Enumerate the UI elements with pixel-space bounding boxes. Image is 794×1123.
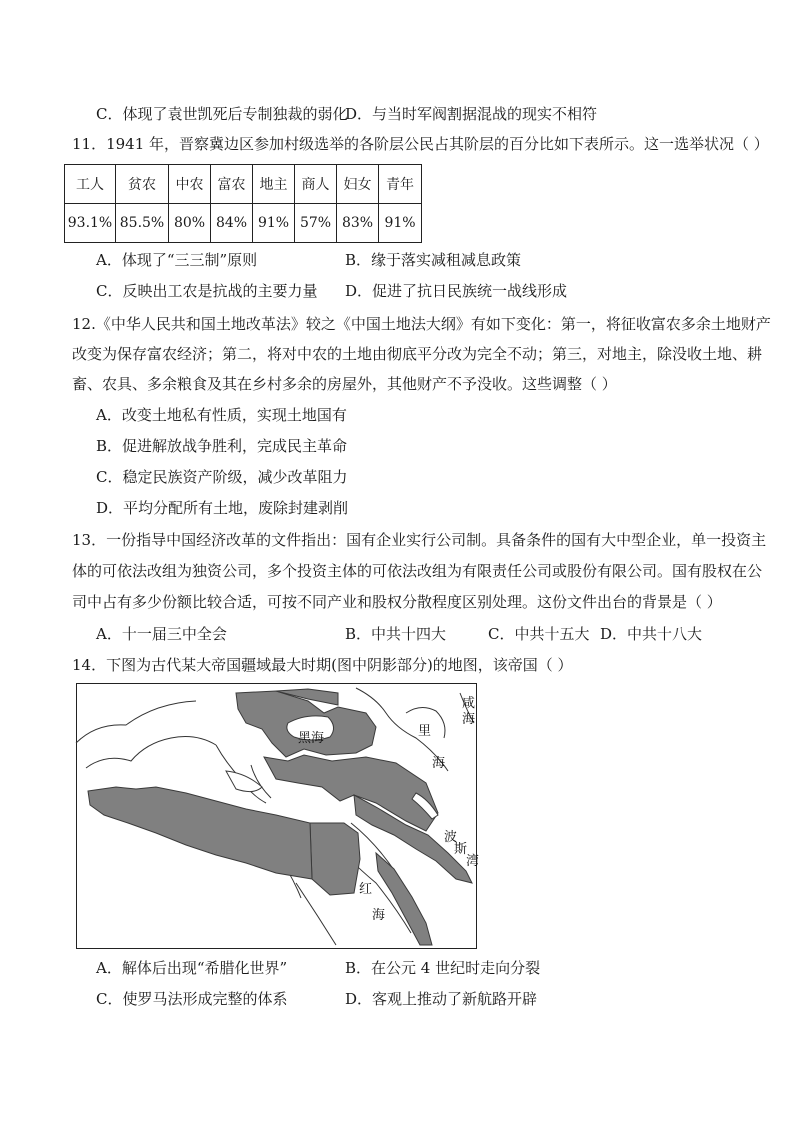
q14-option-c: C．使罗马法形成完整的体系: [96, 990, 288, 1008]
q13-option-d: D．中共十八大: [600, 625, 703, 643]
q12-stem-line-1: 12.《中华人民共和国土地改革法》较之《中国土地法大纲》有如下变化：第一，将征收富农多余土地财产: [72, 315, 771, 333]
table-cell: 91%: [379, 204, 422, 243]
q13-option-c: C．中共十五大: [488, 625, 590, 643]
q12-option-d: D．平均分配所有土地，废除封建剥削: [96, 499, 349, 517]
table-row: [65, 204, 422, 243]
map-label-black-sea: 黑海: [298, 731, 325, 746]
q12-stem-line-3: 畜、农具、多余粮食及其在乡村多余的房屋外，其他财产不予没收。这些调整（ ）: [72, 375, 617, 393]
table-cell: 93.1%: [65, 204, 116, 243]
map-label-hai-red: 海: [372, 908, 386, 923]
q14-option-b: B．在公元 4 世纪时走向分裂: [345, 959, 541, 977]
map-label-hai-caspian: 海: [432, 756, 446, 771]
q10-option-d: D．与当时军阀割据混战的现实不相符: [345, 105, 598, 123]
table-cell: 80%: [169, 204, 211, 243]
q10-option-c: C．体现了袁世凯死后专制独裁的弱化: [96, 105, 348, 123]
table-header-cell: 富农: [211, 165, 253, 204]
q11-option-a: A．体现了“三三制”原则: [96, 251, 258, 269]
table-header-row: [65, 165, 422, 204]
q12-option-c: C．稳定民族资产阶级，减少改革阻力: [96, 468, 348, 486]
table-header-cell: 贫农: [116, 165, 169, 204]
table-header-cell: 工人: [65, 165, 116, 204]
q12-stem-line-2: 改变为保存富农经济；第二，将对中农的土地由彻底平分改为完全不动；第三，对地主，除没收土地、耕: [72, 345, 763, 363]
empire-map: [76, 683, 480, 949]
q11-option-b: B．缘于落实减租减息政策: [345, 251, 522, 269]
map-label-bo: 波: [444, 830, 458, 845]
q12-option-b: B．促进解放战争胜利，完成民主革命: [96, 437, 348, 455]
table-cell: 57%: [295, 204, 337, 243]
q14-option-a: A．解体后出现“希腊化世界”: [96, 959, 288, 977]
map-label-hong: 红: [359, 882, 373, 897]
table-header-cell: 妇女: [337, 165, 379, 204]
table-header-cell: 商人: [295, 165, 337, 204]
q11-option-c: C．反映出工农是抗战的主要力量: [96, 282, 318, 300]
q13-stem-line-3: 司中占有多少份额比较合适，可按不同产业和股权分散程度区别处理。这份文件出台的背景是（ ）: [72, 593, 722, 611]
table-cell: 85.5%: [116, 204, 169, 243]
table-header-cell: 青年: [379, 165, 422, 204]
q11-stem: 11．1941 年，晋察冀边区参加村级选举的各阶层公民占其阶层的百分比如下表所示。这一选举状况（ ）: [72, 135, 769, 153]
q12-option-a: A．改变土地私有性质，实现土地国有: [96, 406, 347, 424]
q13-option-a: A．十一届三中全会: [96, 625, 227, 643]
q13-stem-line-1: 13．一份指导中国经济改革的文件指出：国有企业实行公司制。具备条件的国有大中型企业，单一投资主: [72, 531, 767, 549]
map-label-li: 里: [418, 724, 432, 739]
table-header-cell: 地主: [253, 165, 295, 204]
q11-option-d: D．促进了抗日民族统一战线形成: [345, 282, 568, 300]
q13-option-b: B．中共十四大: [345, 625, 447, 643]
q14-option-d: D．客观上推动了新航路开辟: [345, 990, 538, 1008]
map-label-hai-top: 海: [462, 712, 476, 727]
table-header-cell: 中农: [169, 165, 211, 204]
q14-stem: 14．下图为古代某大帝国疆域最大时期(图中阴影部分)的地图，该帝国（ ）: [72, 656, 573, 674]
q13-stem-line-2: 体的可依法改组为独资公司，多个投资主体的可依法改组为有限责任公司或股份有限公司。国有股权在公: [72, 562, 763, 580]
table-cell: 84%: [211, 204, 253, 243]
map-label-xian: 咸: [462, 696, 476, 711]
map-label-si: 斯: [454, 842, 468, 857]
map-label-wan: 湾: [466, 854, 480, 869]
table-cell: 83%: [337, 204, 379, 243]
q11-election-table: [64, 164, 422, 243]
table-cell: 91%: [253, 204, 295, 243]
